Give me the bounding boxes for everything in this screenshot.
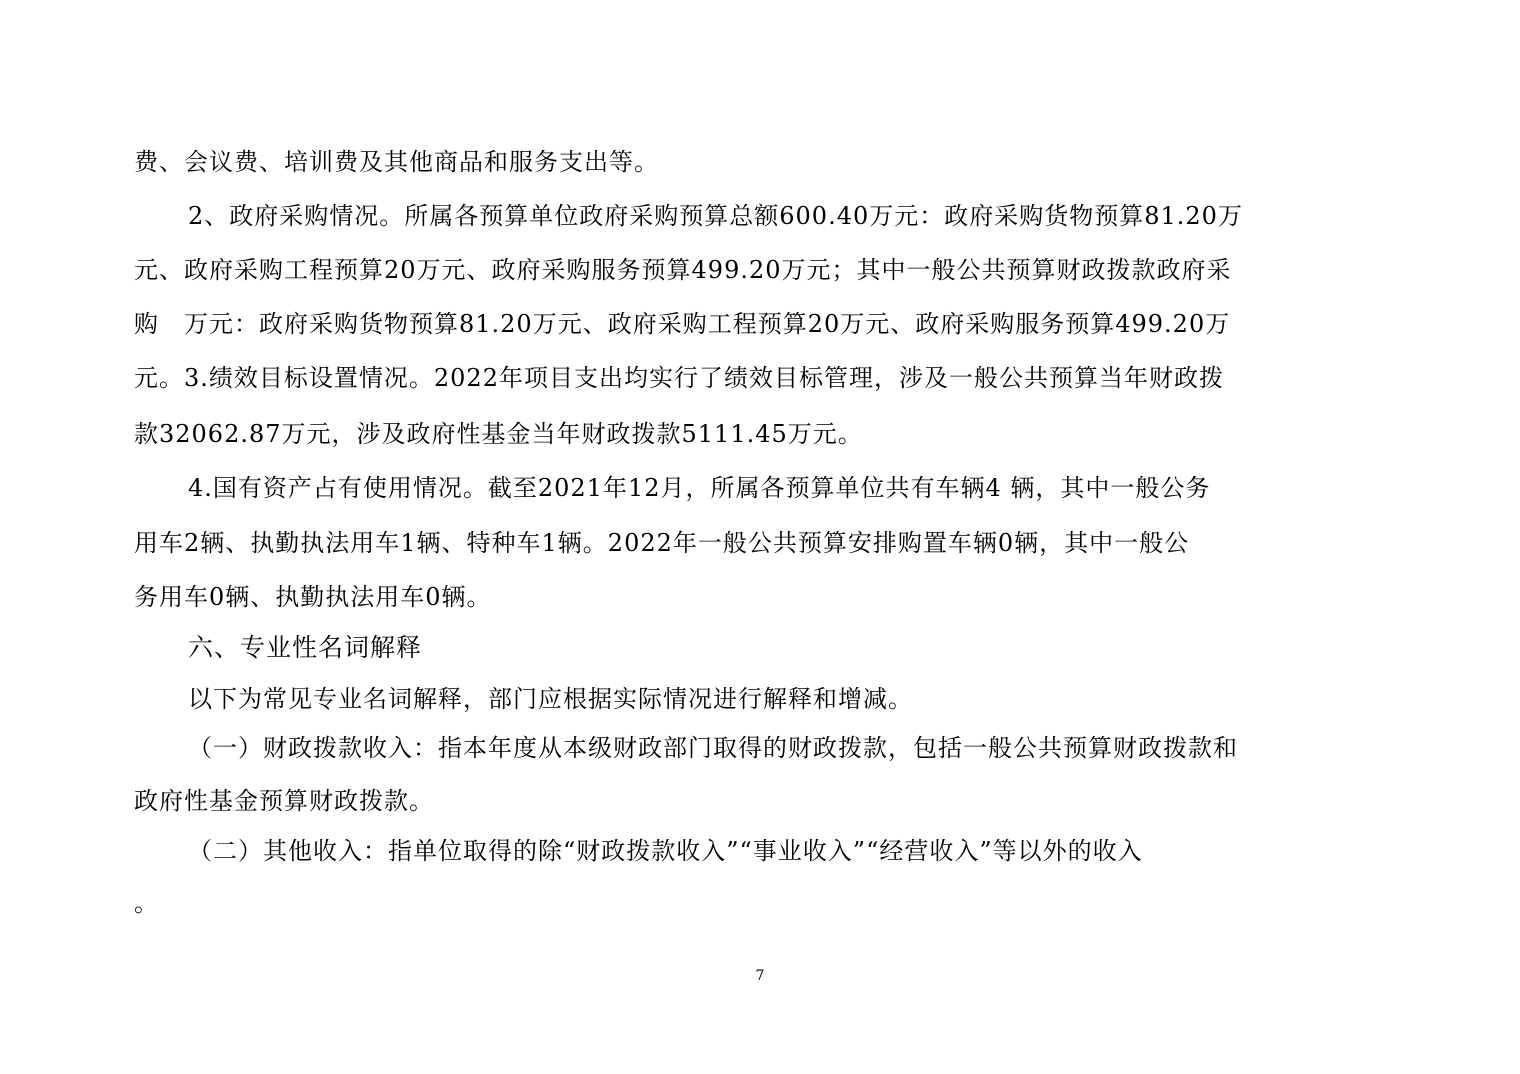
text-line-8: 用车2辆、执勤执法用车1辆、特种车1辆。2022年一般公共预算安排购置车辆0辆，其中一般公 (134, 529, 1190, 557)
text-line-13: 政府性基金预算财政拨款。 (134, 787, 434, 815)
text-line-5: 元。3.绩效目标设置情况。2022年项目支出均实行了绩效目标管理，涉及一般公共预算当年财政拨 (134, 364, 1224, 392)
page-number: 7 (755, 968, 765, 984)
text-line-3: 元、政府采购工程预算20万元、政府采购服务预算499.20万元；其中一般公共预算财政拨款政府采 (134, 256, 1232, 284)
text-line-1: 费、会议费、培训费及其他商品和服务支出等。 (134, 148, 659, 176)
text-line-12: （一）财政拨款收入：指本年度从本级财政部门取得的财政拨款，包括一般公共预算财政拨款和 (188, 734, 1238, 762)
text-line-14: （二）其他收入：指单位取得的除“财政拨款收入”“事业收入”“经营收入”等以外的收入 (188, 837, 1143, 865)
text-line-11: 以下为常见专业名词解释，部门应根据实际情况进行解释和增减。 (188, 685, 913, 713)
text-line-7: 4.国有资产占有使用情况。截至2021年12月，所属各预算单位共有车辆4 辆，其中一般公务 (188, 474, 1211, 502)
text-line-4: 购 万元：政府采购货物预算81.20万元、政府采购工程预算20万元、政府采购服务预算499.20万 (134, 310, 1231, 338)
text-line-2: 2、政府采购情况。所属各预算单位政府采购预算总额600.40万元：政府采购货物预算81.20万 (188, 202, 1243, 230)
text-line-9: 务用车0辆、执勤执法用车0辆。 (134, 583, 492, 611)
text-line-15: 。 (134, 889, 159, 917)
section-heading: 六、专业性名词解释 (188, 633, 423, 662)
text-line-6: 款32062.87万元，涉及政府性基金当年财政拨款5111.45万元。 (134, 420, 863, 448)
